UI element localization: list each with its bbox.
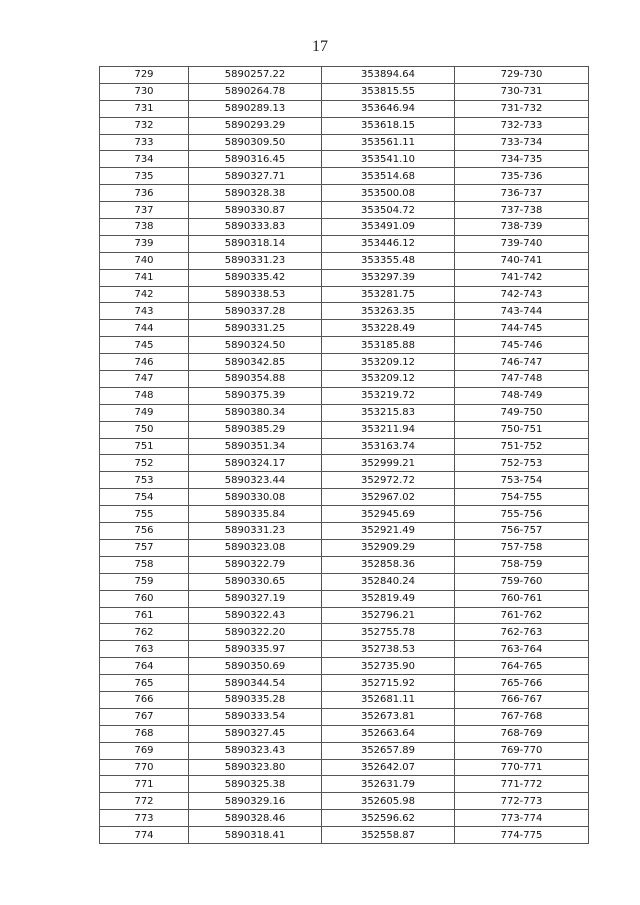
x-coordinate-cell: 5890350.69 <box>189 658 322 675</box>
segment-cell: 763-764 <box>455 641 589 658</box>
segment-cell: 736-737 <box>455 185 589 202</box>
y-coordinate-cell: 353646.94 <box>322 100 455 117</box>
table-row <box>100 387 589 404</box>
table-row <box>100 793 589 810</box>
coordinates-table <box>99 66 589 844</box>
segment-cell: 750-751 <box>455 421 589 438</box>
point-number-cell: 734 <box>100 151 189 168</box>
x-coordinate-cell: 5890323.80 <box>189 759 322 776</box>
segment-cell: 771-772 <box>455 776 589 793</box>
table-row <box>100 185 589 202</box>
table-row <box>100 708 589 725</box>
segment-cell: 733-734 <box>455 134 589 151</box>
table-row <box>100 607 589 624</box>
point-number-cell: 762 <box>100 624 189 641</box>
point-number-cell: 745 <box>100 337 189 354</box>
segment-cell: 765-766 <box>455 675 589 692</box>
point-number-cell: 739 <box>100 235 189 252</box>
point-number-cell: 737 <box>100 202 189 219</box>
point-number-cell: 753 <box>100 472 189 489</box>
point-number-cell: 767 <box>100 708 189 725</box>
table-row <box>100 83 589 100</box>
point-number-cell: 743 <box>100 303 189 320</box>
segment-cell: 770-771 <box>455 759 589 776</box>
point-number-cell: 730 <box>100 83 189 100</box>
x-coordinate-cell: 5890329.16 <box>189 793 322 810</box>
point-number-cell: 763 <box>100 641 189 658</box>
segment-cell: 764-765 <box>455 658 589 675</box>
point-number-cell: 746 <box>100 354 189 371</box>
point-number-cell: 765 <box>100 675 189 692</box>
x-coordinate-cell: 5890328.38 <box>189 185 322 202</box>
y-coordinate-cell: 352909.29 <box>322 539 455 556</box>
x-coordinate-cell: 5890333.54 <box>189 708 322 725</box>
table-row <box>100 539 589 556</box>
segment-cell: 753-754 <box>455 472 589 489</box>
table-row <box>100 320 589 337</box>
table-row <box>100 168 589 185</box>
y-coordinate-cell: 353209.12 <box>322 354 455 371</box>
segment-cell: 734-735 <box>455 151 589 168</box>
segment-cell: 754-755 <box>455 489 589 506</box>
y-coordinate-cell: 353185.88 <box>322 337 455 354</box>
segment-cell: 740-741 <box>455 252 589 269</box>
segment-cell: 731-732 <box>455 100 589 117</box>
x-coordinate-cell: 5890344.54 <box>189 675 322 692</box>
y-coordinate-cell: 353561.11 <box>322 134 455 151</box>
coordinates-table-body <box>100 67 589 844</box>
table-row <box>100 573 589 590</box>
point-number-cell: 742 <box>100 286 189 303</box>
y-coordinate-cell: 352673.81 <box>322 708 455 725</box>
point-number-cell: 758 <box>100 556 189 573</box>
table-row <box>100 151 589 168</box>
x-coordinate-cell: 5890289.13 <box>189 100 322 117</box>
segment-cell: 738-739 <box>455 219 589 236</box>
y-coordinate-cell: 353211.94 <box>322 421 455 438</box>
table-row <box>100 134 589 151</box>
x-coordinate-cell: 5890354.88 <box>189 371 322 388</box>
segment-cell: 759-760 <box>455 573 589 590</box>
segment-cell: 739-740 <box>455 235 589 252</box>
x-coordinate-cell: 5890318.41 <box>189 827 322 844</box>
point-number-cell: 766 <box>100 691 189 708</box>
table-row <box>100 354 589 371</box>
y-coordinate-cell: 352796.21 <box>322 607 455 624</box>
segment-cell: 766-767 <box>455 691 589 708</box>
segment-cell: 744-745 <box>455 320 589 337</box>
x-coordinate-cell: 5890335.42 <box>189 269 322 286</box>
table-row <box>100 286 589 303</box>
y-coordinate-cell: 352819.49 <box>322 590 455 607</box>
segment-cell: 737-738 <box>455 202 589 219</box>
segment-cell: 758-759 <box>455 556 589 573</box>
x-coordinate-cell: 5890324.17 <box>189 455 322 472</box>
segment-cell: 761-762 <box>455 607 589 624</box>
table-row <box>100 202 589 219</box>
table-row <box>100 421 589 438</box>
y-coordinate-cell: 353446.12 <box>322 235 455 252</box>
x-coordinate-cell: 5890330.87 <box>189 202 322 219</box>
x-coordinate-cell: 5890316.45 <box>189 151 322 168</box>
segment-cell: 773-774 <box>455 810 589 827</box>
x-coordinate-cell: 5890375.39 <box>189 387 322 404</box>
y-coordinate-cell: 352642.07 <box>322 759 455 776</box>
x-coordinate-cell: 5890323.43 <box>189 742 322 759</box>
y-coordinate-cell: 352858.36 <box>322 556 455 573</box>
point-number-cell: 740 <box>100 252 189 269</box>
y-coordinate-cell: 352605.98 <box>322 793 455 810</box>
y-coordinate-cell: 353894.64 <box>322 67 455 84</box>
segment-cell: 735-736 <box>455 168 589 185</box>
y-coordinate-cell: 353618.15 <box>322 117 455 134</box>
y-coordinate-cell: 353491.09 <box>322 219 455 236</box>
y-coordinate-cell: 352738.53 <box>322 641 455 658</box>
x-coordinate-cell: 5890330.08 <box>189 489 322 506</box>
x-coordinate-cell: 5890333.83 <box>189 219 322 236</box>
y-coordinate-cell: 352558.87 <box>322 827 455 844</box>
table-row <box>100 810 589 827</box>
segment-cell: 757-758 <box>455 539 589 556</box>
y-coordinate-cell: 352921.49 <box>322 523 455 540</box>
point-number-cell: 755 <box>100 506 189 523</box>
point-number-cell: 738 <box>100 219 189 236</box>
table-row <box>100 590 589 607</box>
x-coordinate-cell: 5890322.79 <box>189 556 322 573</box>
point-number-cell: 748 <box>100 387 189 404</box>
y-coordinate-cell: 353281.75 <box>322 286 455 303</box>
table-row <box>100 252 589 269</box>
x-coordinate-cell: 5890327.71 <box>189 168 322 185</box>
segment-cell: 772-773 <box>455 793 589 810</box>
y-coordinate-cell: 352945.69 <box>322 506 455 523</box>
table-row <box>100 269 589 286</box>
y-coordinate-cell: 353163.74 <box>322 438 455 455</box>
x-coordinate-cell: 5890335.97 <box>189 641 322 658</box>
point-number-cell: 774 <box>100 827 189 844</box>
point-number-cell: 735 <box>100 168 189 185</box>
y-coordinate-cell: 352596.62 <box>322 810 455 827</box>
x-coordinate-cell: 5890257.22 <box>189 67 322 84</box>
table-row <box>100 235 589 252</box>
x-coordinate-cell: 5890330.65 <box>189 573 322 590</box>
table-row <box>100 675 589 692</box>
point-number-cell: 759 <box>100 573 189 590</box>
y-coordinate-cell: 352681.11 <box>322 691 455 708</box>
point-number-cell: 732 <box>100 117 189 134</box>
point-number-cell: 756 <box>100 523 189 540</box>
y-coordinate-cell: 352663.64 <box>322 725 455 742</box>
x-coordinate-cell: 5890322.43 <box>189 607 322 624</box>
table-row <box>100 641 589 658</box>
y-coordinate-cell: 352735.90 <box>322 658 455 675</box>
segment-cell: 743-744 <box>455 303 589 320</box>
segment-cell: 747-748 <box>455 371 589 388</box>
y-coordinate-cell: 353500.08 <box>322 185 455 202</box>
segment-cell: 748-749 <box>455 387 589 404</box>
table-row <box>100 438 589 455</box>
y-coordinate-cell: 353215.83 <box>322 404 455 421</box>
table-row <box>100 506 589 523</box>
table-row <box>100 303 589 320</box>
segment-cell: 729-730 <box>455 67 589 84</box>
table-row <box>100 489 589 506</box>
table-row <box>100 658 589 675</box>
point-number-cell: 752 <box>100 455 189 472</box>
segment-cell: 730-731 <box>455 83 589 100</box>
x-coordinate-cell: 5890342.85 <box>189 354 322 371</box>
table-row <box>100 759 589 776</box>
x-coordinate-cell: 5890264.78 <box>189 83 322 100</box>
segment-cell: 746-747 <box>455 354 589 371</box>
page-number: 17 <box>312 38 328 55</box>
table-row <box>100 691 589 708</box>
x-coordinate-cell: 5890323.44 <box>189 472 322 489</box>
segment-cell: 767-768 <box>455 708 589 725</box>
x-coordinate-cell: 5890331.23 <box>189 252 322 269</box>
point-number-cell: 771 <box>100 776 189 793</box>
y-coordinate-cell: 353514.68 <box>322 168 455 185</box>
table-row <box>100 67 589 84</box>
point-number-cell: 761 <box>100 607 189 624</box>
point-number-cell: 731 <box>100 100 189 117</box>
segment-cell: 768-769 <box>455 725 589 742</box>
x-coordinate-cell: 5890335.84 <box>189 506 322 523</box>
y-coordinate-cell: 353209.12 <box>322 371 455 388</box>
point-number-cell: 744 <box>100 320 189 337</box>
x-coordinate-cell: 5890309.50 <box>189 134 322 151</box>
x-coordinate-cell: 5890318.14 <box>189 235 322 252</box>
y-coordinate-cell: 353815.55 <box>322 83 455 100</box>
point-number-cell: 770 <box>100 759 189 776</box>
y-coordinate-cell: 353219.72 <box>322 387 455 404</box>
y-coordinate-cell: 353355.48 <box>322 252 455 269</box>
y-coordinate-cell: 352972.72 <box>322 472 455 489</box>
x-coordinate-cell: 5890337.28 <box>189 303 322 320</box>
y-coordinate-cell: 352657.89 <box>322 742 455 759</box>
y-coordinate-cell: 353263.35 <box>322 303 455 320</box>
table-row <box>100 624 589 641</box>
point-number-cell: 764 <box>100 658 189 675</box>
point-number-cell: 729 <box>100 67 189 84</box>
x-coordinate-cell: 5890327.45 <box>189 725 322 742</box>
table-row <box>100 556 589 573</box>
table-row <box>100 117 589 134</box>
point-number-cell: 754 <box>100 489 189 506</box>
y-coordinate-cell: 353504.72 <box>322 202 455 219</box>
point-number-cell: 751 <box>100 438 189 455</box>
point-number-cell: 769 <box>100 742 189 759</box>
table-row <box>100 219 589 236</box>
y-coordinate-cell: 353228.49 <box>322 320 455 337</box>
table-row <box>100 523 589 540</box>
y-coordinate-cell: 352715.92 <box>322 675 455 692</box>
x-coordinate-cell: 5890323.08 <box>189 539 322 556</box>
segment-cell: 774-775 <box>455 827 589 844</box>
segment-cell: 742-743 <box>455 286 589 303</box>
segment-cell: 741-742 <box>455 269 589 286</box>
segment-cell: 756-757 <box>455 523 589 540</box>
point-number-cell: 757 <box>100 539 189 556</box>
segment-cell: 751-752 <box>455 438 589 455</box>
segment-cell: 755-756 <box>455 506 589 523</box>
point-number-cell: 768 <box>100 725 189 742</box>
table-row <box>100 725 589 742</box>
y-coordinate-cell: 352755.78 <box>322 624 455 641</box>
table-row <box>100 455 589 472</box>
x-coordinate-cell: 5890324.50 <box>189 337 322 354</box>
x-coordinate-cell: 5890335.28 <box>189 691 322 708</box>
segment-cell: 760-761 <box>455 590 589 607</box>
point-number-cell: 760 <box>100 590 189 607</box>
y-coordinate-cell: 352840.24 <box>322 573 455 590</box>
point-number-cell: 773 <box>100 810 189 827</box>
table-row <box>100 371 589 388</box>
segment-cell: 745-746 <box>455 337 589 354</box>
x-coordinate-cell: 5890338.53 <box>189 286 322 303</box>
point-number-cell: 733 <box>100 134 189 151</box>
table-row <box>100 827 589 844</box>
point-number-cell: 772 <box>100 793 189 810</box>
table-row <box>100 100 589 117</box>
table-row <box>100 337 589 354</box>
y-coordinate-cell: 352999.21 <box>322 455 455 472</box>
segment-cell: 752-753 <box>455 455 589 472</box>
x-coordinate-cell: 5890293.29 <box>189 117 322 134</box>
segment-cell: 732-733 <box>455 117 589 134</box>
table-row <box>100 742 589 759</box>
y-coordinate-cell: 353541.10 <box>322 151 455 168</box>
x-coordinate-cell: 5890331.25 <box>189 320 322 337</box>
x-coordinate-cell: 5890331.23 <box>189 523 322 540</box>
point-number-cell: 750 <box>100 421 189 438</box>
segment-cell: 769-770 <box>455 742 589 759</box>
x-coordinate-cell: 5890327.19 <box>189 590 322 607</box>
x-coordinate-cell: 5890328.46 <box>189 810 322 827</box>
x-coordinate-cell: 5890325.38 <box>189 776 322 793</box>
x-coordinate-cell: 5890351.34 <box>189 438 322 455</box>
x-coordinate-cell: 5890380.34 <box>189 404 322 421</box>
y-coordinate-cell: 353297.39 <box>322 269 455 286</box>
y-coordinate-cell: 352967.02 <box>322 489 455 506</box>
point-number-cell: 736 <box>100 185 189 202</box>
y-coordinate-cell: 352631.79 <box>322 776 455 793</box>
table-row <box>100 404 589 421</box>
point-number-cell: 749 <box>100 404 189 421</box>
point-number-cell: 741 <box>100 269 189 286</box>
table-row <box>100 472 589 489</box>
segment-cell: 749-750 <box>455 404 589 421</box>
segment-cell: 762-763 <box>455 624 589 641</box>
x-coordinate-cell: 5890385.29 <box>189 421 322 438</box>
table-row <box>100 776 589 793</box>
point-number-cell: 747 <box>100 371 189 388</box>
x-coordinate-cell: 5890322.20 <box>189 624 322 641</box>
